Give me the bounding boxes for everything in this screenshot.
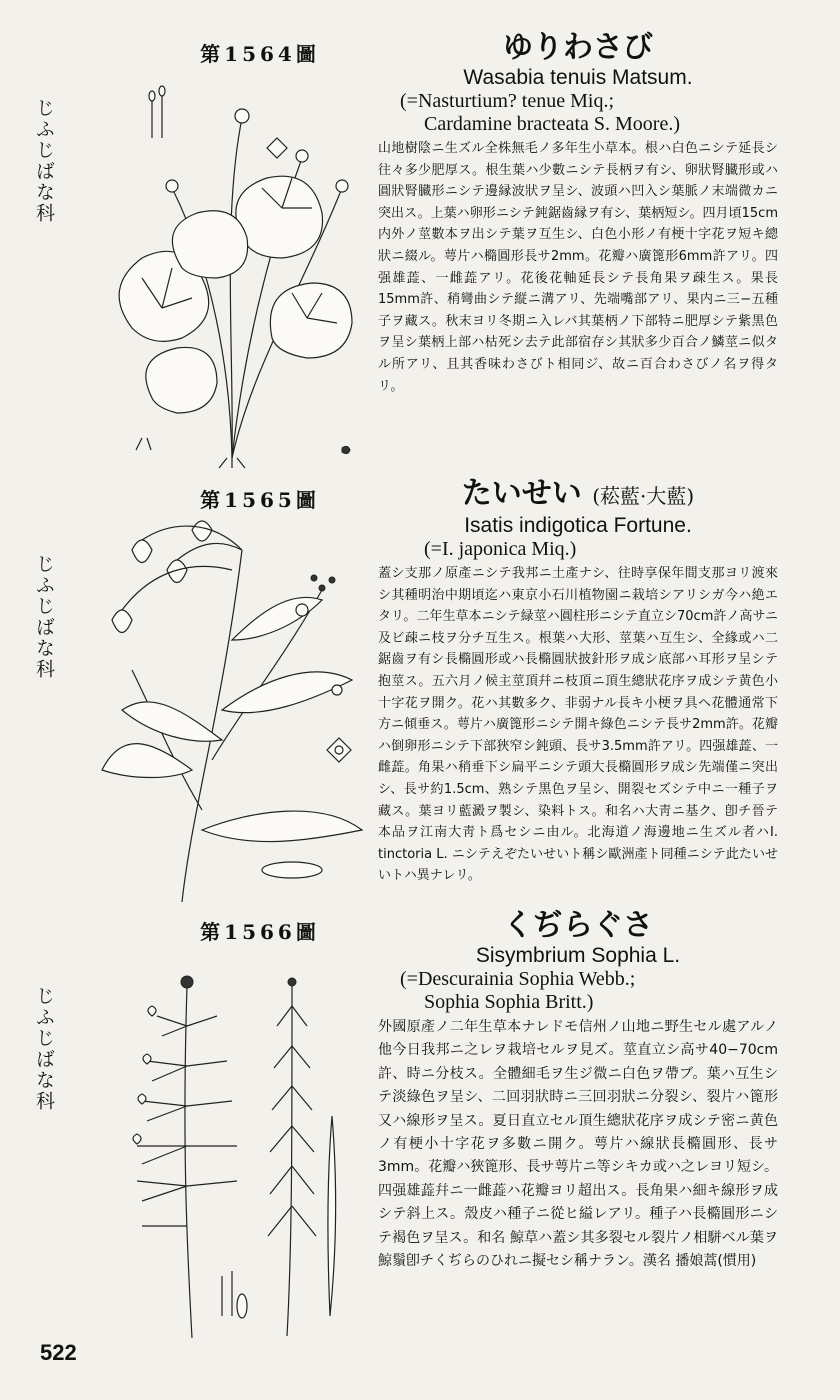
isatis-drawing (92, 510, 376, 902)
synonym-line: (=Nasturtium? tenue Miq.; (400, 90, 615, 112)
sisymbrium-drawing (92, 946, 376, 1338)
japanese-name: たいせい (菘藍·大藍) (461, 476, 695, 511)
entry-text (378, 30, 778, 397)
entry-text (378, 476, 778, 887)
entry-1566 (0, 908, 840, 1338)
scientific-name: Wasabia tenuis Matsum. (463, 66, 693, 89)
synonym-line: Cardamine bracteata S. Moore.) (424, 113, 681, 135)
family-label: じふじばな科 (33, 98, 55, 224)
plant-illustration (92, 68, 376, 468)
description: 蓋シ支那ノ原產ニシテ我邦ニ土產ナシ、往時享保年間支那ヨリ渡來シ其種明治中期頃迄ハ東京小石川植物園ニ栽培シアリシガ今ハ絶エタリ。二年生草本ニシテ緑莖ハ圓柱形ニシテ直立シ70cm許ノ高サニ及ビ疎ニ枝ヲ分チ互生ス。根葉ハ大形、莖葉ハ互生シ、全緣或ハ二鋸齒ヲ有シ長橢圓形或ハ長橢圓狀披針形ヲ成シ底部ハ耳形ヲ呈シテ抱莖ス。五六月ノ候主莖頂幷ニ枝頂ニ頂生總狀花序ヲ成シテ黄色小十字花ヲ開ク。花ハ其數多ク、非弱ナル長キ小梗ヲ具ヘ花體通常下方ニ傾垂ス。萼片ハ廣篦形ニシテ開キ綠色ニシテ長サ2mm許。花瓣ハ倒卵形ニシテ下部狹窄シ鈍頭、長サ3.5mm許アリ。四强雄蕋、一雌蕋。角果ハ稍垂下シ扁平ニシテ頭大長橢圓形ヲ成シ先端僅ニ突出シ、長サ約1.5cm、熟シテ黒色ヲ呈シ、開裂セズシテ中ニ一種子ヲ藏ス。葉ヨリ藍澱ヲ製シ、染料トス。和名ハ大靑ニ基ク、卽チ晉テ本品ヲ江南大靑ト爲セシニ由ル。北海道ノ海邊地ニ生ズル者ハI. tinctoria L. ニシテえぞたいせいト稱シ歐洲產ト同種ニシテ此たいせいトハ異ナレリ。 (378, 566, 778, 884)
family-label: じふじばな科 (33, 554, 55, 680)
figure-number: 第1566圖 (200, 920, 320, 944)
kanji-name: (菘藍·大藍) (592, 484, 695, 508)
synonym-line: Sophia Sophia Britt.) (424, 991, 594, 1013)
wasabia-drawing (92, 68, 376, 468)
synonym-line: (=I. japonica Miq.) (424, 538, 577, 560)
description: 山地樹陰ニ生ズル全株無毛ノ多年生小草本。根ハ白色ニシテ延長シ往々多少肥厚ス。根生葉ハ少數ニシテ長柄ヲ有シ、卵狀腎臓形或ハ圓狀腎臓形ニシテ邊縁波狀ヲ呈シ、波頭ハ凹入シ葉脈ノ末端微カニ突出ス。上葉ハ卵形ニシテ鈍鋸齒縁ヲ有シ、葉柄短シ。四月頃15cm内外ノ莖數本ヲ出シテ葉ヲ互生シ、白色小形ノ有梗十字花ヲ短キ總狀ニ綴ル。萼片ハ橢圓形長サ2mm。花瓣ハ廣篦形6mm許アリ。四强雄蕋、一雌蕋アリ。花後花軸延長シテ長角果ヲ疎生ス。果長15mm許、稍彎曲シテ縦ニ溝アリ、先端嘴部アリ、果内ニ三−五種子ヲ藏ス。秋末ヨリ冬期ニ入レバ其葉柄ノ下部特ニ肥厚シテ紫黒色ヲ呈シ葉柄上部ハ枯死シ去テ此部宿存シ其狀多少百合ノ鱗莖ニ似タル所アリ、且其香味わさびト相同ジ、故ニ百合わさびノ名ヲ得タリ。 (378, 141, 778, 394)
entry-1564 (0, 30, 840, 470)
synonym-line: (=Descurainia Sophia Webb.; (400, 968, 636, 990)
figure-number: 第1565圖 (200, 488, 320, 512)
entry-1565 (0, 476, 840, 906)
plant-illustration (92, 946, 376, 1338)
family-label: じふじばな科 (33, 986, 55, 1112)
description: 外國原產ノ二年生草本ナレドモ信州ノ山地ニ野生セル處アルノ他今日我邦ニ之レヲ栽培セルヲ見ズ。莖直立シ高サ40−70cm許、時ニ分枝ス。全體細毛ヲ生ジ微ニ白色ヲ帶ブ。葉ハ互生シテ淡綠色ヲ呈シ、二回羽狀時ニ三回羽狀ニ分裂シ、裂片ハ篦形又ハ線形ヲ呈ス。夏日直立セル頂生總狀花序ヲ成シテ密ニ黄色ノ有梗小十字花ヲ多數ニ開ク。萼片ハ線狀長橢圓形、長サ3mm。花瓣ハ狹篦形、長サ萼片ニ等シキカ或ハ之レヨリ短シ。四强雄蕋幷ニ一雌蕋ハ花瓣ヨリ超出ス。長角果ハ細キ線形ヲ成シテ斜上ス。殼皮ハ種子ニ從ヒ縊レアリ。種子ハ長橢圓形ニシテ褐色ヲ呈ス。和名 鯨草ハ蓋シ其多裂セル裂片ノ相駢ベル葉ヲ鯨鬚卽チくぢらのひれニ擬セシ稱ナラン。漢名 播娘蒿(慣用) (378, 1019, 778, 1270)
scientific-name: Sisymbrium Sophia L. (475, 944, 681, 967)
japanese-name: くぢらぐさ (503, 908, 653, 943)
entry-text (378, 908, 778, 1273)
scientific-name: Isatis indigotica Fortune. (464, 514, 692, 537)
plant-illustration (92, 510, 376, 902)
page-number: 522 (40, 1340, 77, 1365)
japanese-name: ゆりわさび (503, 30, 653, 65)
figure-number: 第1564圖 (200, 42, 320, 66)
